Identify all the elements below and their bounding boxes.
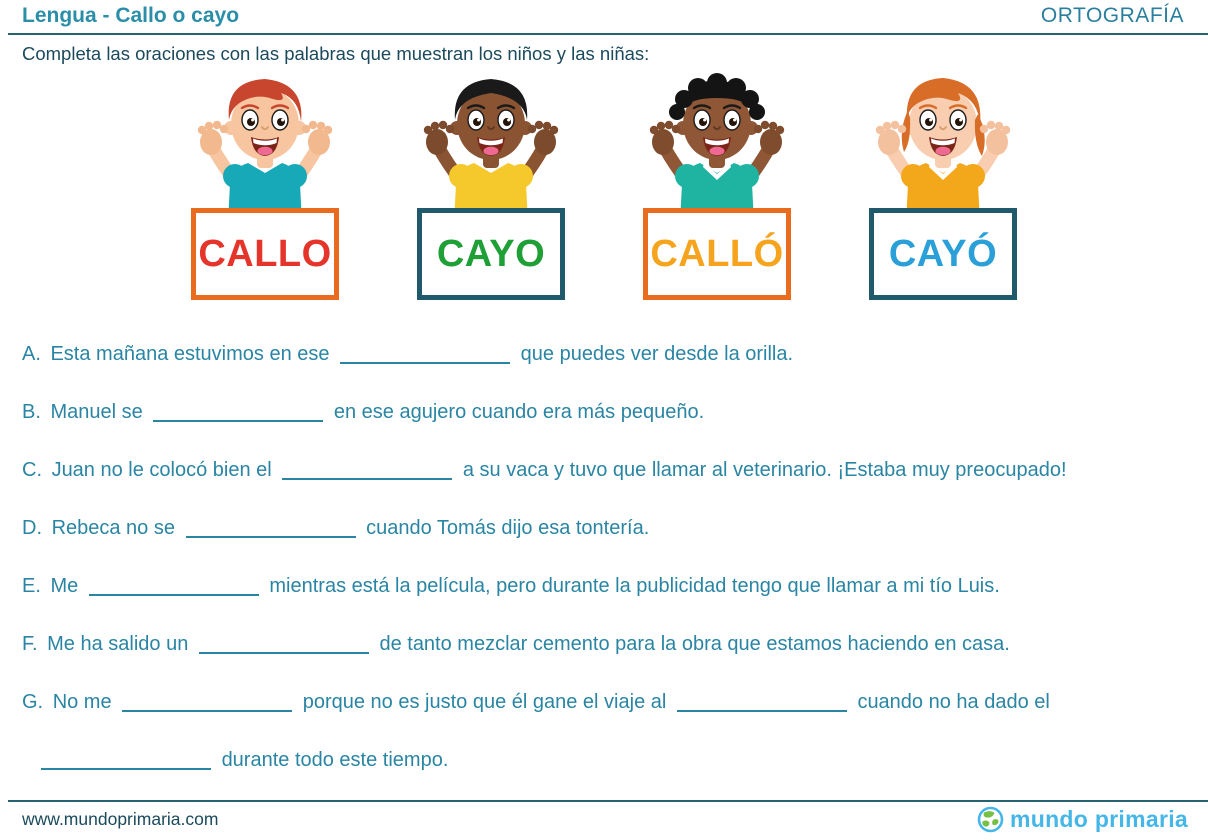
sentence-e [22, 574, 1190, 598]
sentence-text: en ese agujero cuando era más pequeño. [333, 401, 705, 423]
sentence-text: cuando Tomás dijo esa tontería. [366, 517, 650, 539]
sentence-label: B. [22, 401, 41, 423]
answer-blank[interactable] [41, 768, 211, 770]
instruction-text: Completa las oraciones con las palabras que muestran los niños y las niñas: [22, 43, 650, 64]
word-card-cayó [869, 62, 1017, 300]
word-card-cayo [417, 62, 565, 300]
sentence-label: G. [22, 691, 44, 713]
word-sign [643, 208, 791, 300]
globe-icon [977, 806, 1004, 833]
sentence-d [22, 516, 1190, 540]
answer-blank[interactable] [677, 710, 847, 712]
sentence-a [22, 342, 1190, 366]
character-1-illustration [170, 62, 360, 222]
word-sign [191, 208, 339, 300]
mundo-primaria-logo [977, 806, 1188, 833]
sentence-g [22, 690, 1190, 714]
footer [22, 806, 1188, 833]
sentence-label: A. [22, 343, 41, 365]
word-label: CALLO [198, 232, 332, 275]
answer-blank[interactable] [153, 420, 323, 422]
sentence-text: mientras está la película, pero durante la publicidad tengo que llamar a mi tío Luis. [269, 575, 1000, 597]
sentence-label: E. [22, 575, 41, 597]
word-label: CALLÓ [650, 232, 784, 275]
sentence-text: que puedes ver desde la orilla. [520, 343, 794, 365]
word-label: CAYO [436, 232, 546, 275]
answer-blank[interactable] [340, 362, 510, 364]
sentence-text: durante todo este tiempo. [221, 749, 449, 771]
sentence-text: No me [52, 691, 112, 713]
page-title: Lengua - Callo o cayo [22, 4, 240, 27]
word-card-calló [643, 62, 791, 300]
sentence-label: F. [22, 633, 38, 655]
website-url: www.mundoprimaria.com [22, 809, 219, 829]
answer-blank[interactable] [122, 710, 292, 712]
header-divider [8, 33, 1208, 35]
answer-blank[interactable] [282, 478, 452, 480]
sentence-label: C. [22, 459, 42, 481]
category-label: ORTOGRAFÍA [1040, 4, 1184, 27]
footer-divider [8, 800, 1208, 802]
sentence-b [22, 400, 1190, 424]
sentence-text: Esta mañana estuvimos en ese [50, 343, 330, 365]
word-card-callo [191, 62, 339, 300]
sentence-continuation [22, 748, 1190, 772]
sentence-text: porque no es justo que él gane el viaje al [302, 691, 667, 713]
word-label: CAYÓ [888, 232, 998, 275]
header [22, 4, 1184, 28]
sentence-text: Manuel se [50, 401, 143, 423]
sentence-text: Juan no le colocó bien el [51, 459, 272, 481]
sentence-text: cuando no ha dado el [857, 691, 1050, 713]
character-4-illustration [848, 62, 1038, 222]
answer-blank[interactable] [199, 652, 369, 654]
logo-text: mundo primaria [1009, 806, 1188, 832]
sentence-c [22, 458, 1190, 482]
answer-blank[interactable] [186, 536, 356, 538]
sentence-text: Rebeca no se [51, 517, 175, 539]
sentence-text: a su vaca y tuvo que llamar al veterinario. ¡Estaba muy preocupado! [462, 459, 1067, 481]
sentence-label: D. [22, 517, 42, 539]
character-2-illustration [396, 62, 586, 222]
sentence-list [22, 342, 1190, 806]
word-sign [869, 208, 1017, 300]
sentence-f [22, 632, 1190, 656]
answer-blank[interactable] [89, 594, 259, 596]
sentence-text: Me ha salido un [47, 633, 189, 655]
sentence-text: de tanto mezclar cemento para la obra que estamos haciendo en casa. [379, 633, 1010, 655]
word-sign [417, 208, 565, 300]
word-cards-row [0, 62, 1208, 300]
character-3-illustration [622, 62, 812, 222]
sentence-text: Me [50, 575, 79, 597]
